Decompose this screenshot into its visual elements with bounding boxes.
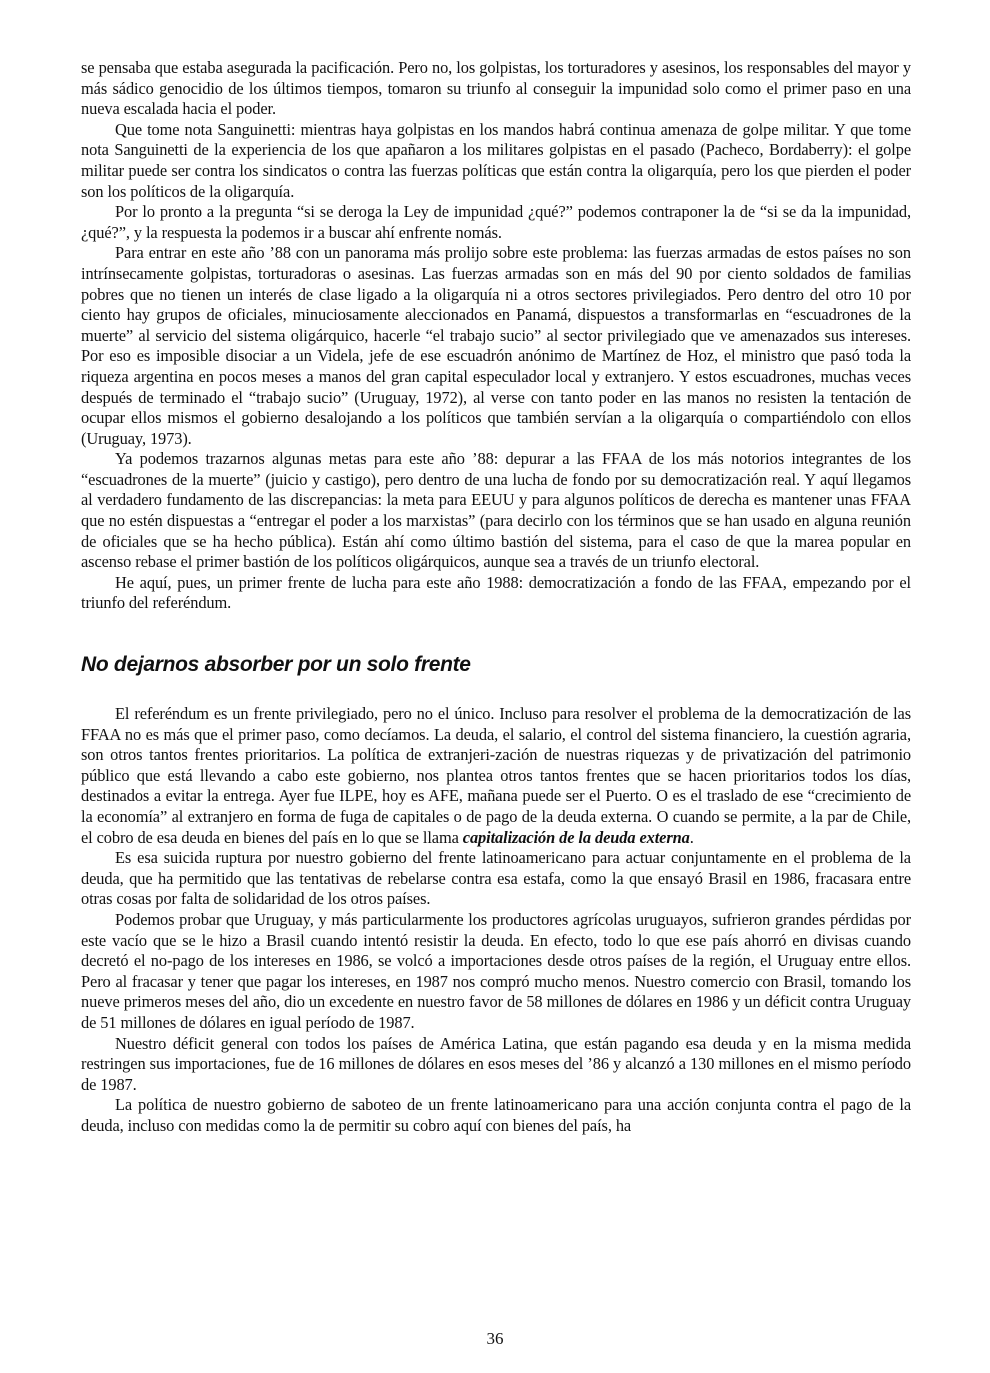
paragraph: La política de nuestro gobierno de saboteo de un frente latinoamericano para una acción conjunta contra el pago de la deuda, incluso con medidas como la de permitir su cobro aquí con bienes del país, ha [81, 1095, 911, 1135]
paragraph: Podemos probar que Uruguay, y más particularmente los productores agrícolas uruguayos, sufrieron grandes pérdidas por este vacío que se le hizo a Brasil cuando intentó resistir la deuda. En efecto, todo lo que ese país ahorró en divisas cuando decretó el no-pago de los intereses en 1986, se volcó a importaciones desde otros países de la región, el Uruguay entre ellos. Pero al fracasar y tener que pagar los intereses, en 1987 nos compró mucho menos. Nuestro comercio con Brasil, tomando los nueve primeros meses del año, dio un excedente en nuestro favor de 58 millones de dólares en 1986 y un déficit contra Uruguay de 51 millones de dólares en igual período de 1987. [81, 909, 911, 1032]
paragraph: He aquí, pues, un primer frente de lucha para este año 1988: democratización a fondo de las FFAA, empezando por el triunfo del referéndum. [81, 572, 911, 613]
paragraph: se pensaba que estaba asegurada la pacificación. Pero no, los golpistas, los torturadores y asesinos, los responsables del mayor y más sádico genocidio de los últimos tiempos, tomaron su triunfo al conseguir la impunidad solo como el primer paso en una nueva escalada hacia el poder. [81, 58, 911, 119]
paragraph: Por lo pronto a la pregunta “si se deroga la Ley de impunidad ¿qué?” podemos contraponer la de “si se da la impunidad, ¿qué?”, y la respuesta la podemos ir a buscar ahí enfrente nomás. [81, 202, 911, 242]
text-column [81, 58, 911, 1137]
paragraph: Nuestro déficit general con todos los países de América Latina, que están pagando esa deuda y en la misma medida restringen sus importaciones, fue de 16 millones de dólares en esos meses del ’86 y alcanzó a 130 millones en el mismo período de 1987. [81, 1033, 911, 1094]
page-number: 36 [486, 1329, 504, 1348]
paragraph: Ya podemos trazarnos algunas metas para este año ’88: depurar a las FFAA de los más notorios integrantes de los “escuadrones de la muerte” (juicio y castigo), pero dentro de una lucha de fondo por su democratización real. Y aquí llegamos al verdadero fundamento de las discrepancias: la meta para EEUU y para algunos políticos de derecha es mantener unas FFAA que no estén dispuestas a “entregar el poder a los marxistas” (para decirlo con los términos que se han usado en alguna reunión de oficiales que se ha hecho pública). Están ahí como último bastión del sistema, para el caso de que la marea popular en ascenso rebase el primer bastión de los políticos oligárquicos, aunque sea a través de un triunfo electoral. [81, 449, 911, 572]
emphasized-term: capitalización de la deuda externa [462, 827, 690, 847]
paragraph [81, 704, 911, 848]
section-heading: No dejarnos absorber por un solo frente [81, 653, 471, 677]
paragraph: Para entrar en este año ’88 con un panorama más prolijo sobre este problema: las fuerzas armadas de estos países no son intrínsecamente golpistas, torturadoras o asesinas. Las fuerzas armadas son en más del 90 por ciento soldados de familias pobres que no tienen un interés de clase ligado a la oligarquía ni a otros sectores privilegiados. Pero dentro del otro 10 por ciento hay grupos de oficiales, minuciosamente aleccionados en Panamá, dispuestos a transformarlas en “escuadrones de la muerte” al servicio del sistema oligárquico, hacerle “el trabajo sucio” al sector privilegiado que ve amenazados sus intereses. Por eso es imposible disociar a un Videla, jefe de ese escuadrón anónimo de Martínez de Hoz, el ministro que pasó toda la riqueza argentina en pocos meses a manos del gran capital especulador local y extranjero. Y estos escuadrones, muchas veces después de terminado el “trabajo sucio” (Uruguay, 1972), al verse con tanto poder en las manos no resisten la tentación de ocupar ellos mismos el gobierno desalojando a los políticos que también servían a la oligarquía o compartiéndolo con ellos (Uruguay, 1973). [81, 243, 911, 448]
paragraph: Que tome nota Sanguinetti: mientras haya golpistas en los mandos habrá continua amenaza de golpe militar. Y que tome nota Sanguinetti de la experiencia de los que apañaron a los militares golpistas en el pasado (Pacheco, Bordaberry): el golpe militar puede ser contra los sindicatos o contra las fuerzas políticas que están contra la oligarquía, pero los que pierden el poder son los políticos de la oligarquía. [81, 119, 911, 201]
paragraph: Es esa suicida ruptura por nuestro gobierno del frente latinoamericano para actuar conjuntamente en el problema de la deuda, que ha permitido que las tentativas de rebelarse contra esa estafa, como la que ensayó Brasil en 1986, fracasara entre otras cosas por falta de solidaridad de los otros países. [81, 848, 911, 909]
paragraph-end: . [689, 827, 694, 847]
paragraph-text: El referéndum es un frente privilegiado, pero no el único. Incluso para resolver el problema de la democratización de las FFAA no es más que el primer paso, como decíamos. La deuda, el salario, el control del sistema financiero, la cuestión agraria, son otros tantos frentes prioritarios. La política de extranjeri-zación de nuestras riquezas y de privatización del patrimonio público que está llevando a cabo este gobierno, nos plantea otros tantos frentes que se hacen prioritarios todos los días, destinados a evitar la entrega. Ayer fue ILPE, hoy es AFE, mañana puede ser el Puerto. O es el traslado de ese “crecimiento de la economía” al extranjero en forma de fuga de capitales o de pago de la deuda externa. O cuando se permite, a la par de Chile, el cobro de esa deuda en bienes del país en lo que se llama [81, 704, 911, 847]
